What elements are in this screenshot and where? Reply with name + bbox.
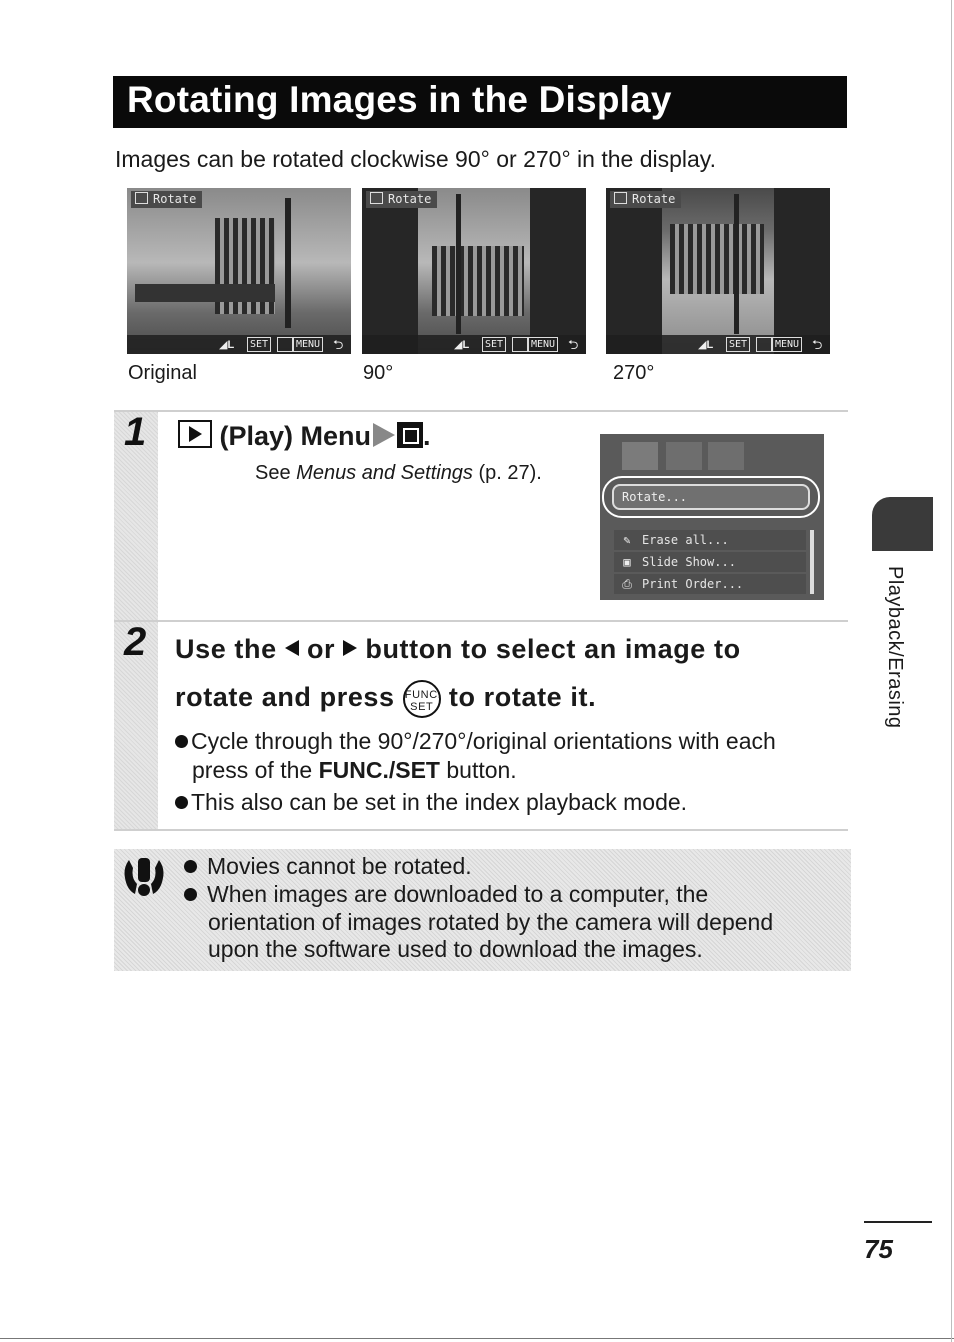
caution-item-2-line-3: upon the software used to download the images. xyxy=(208,936,703,962)
caution-item-1: Movies cannot be rotated. xyxy=(184,853,472,880)
return-icon: ⮌ xyxy=(812,337,823,352)
caution-item-2: When images are downloaded to a computer, the xyxy=(184,881,708,908)
menu-item-erase-all: ✎ Erase all... xyxy=(614,530,806,550)
section-tab-label: Playback/Erasing xyxy=(884,566,906,729)
right-arrow-icon xyxy=(343,640,357,656)
menu-item-rotate: Rotate... xyxy=(612,484,810,510)
caption-90: 90° xyxy=(363,362,394,384)
step-2-bullet-1-continued: press of the FUNC./SET button. xyxy=(192,757,517,783)
rotate-icon xyxy=(135,192,148,204)
return-icon: ⮌ xyxy=(568,337,579,352)
intro-text: Images can be rotated clockwise 90° or 270° in the display. xyxy=(115,146,716,172)
rotate-label: Rotate xyxy=(131,191,202,208)
menu-item-print-order: ⎙ Print Order... xyxy=(614,574,806,594)
play-mode-icon xyxy=(178,420,212,448)
caption-original: Original xyxy=(128,362,197,384)
section-tab-marker xyxy=(872,497,933,551)
step-2-bullet-2: This also can be set in the index playback mode. xyxy=(175,788,687,817)
rotate-menu-icon xyxy=(397,422,423,448)
caution-item-2-line-2: orientation of images rotated by the camera will depend xyxy=(208,909,774,935)
scrollbar xyxy=(810,530,814,594)
page-number: 75 xyxy=(864,1234,893,1264)
step-2-heading-line-2: rotate and press FUNC. SET to rotate it. xyxy=(175,680,596,718)
erase-icon: ✎ xyxy=(623,533,631,547)
print-icon: ⎙ xyxy=(622,577,632,591)
divider xyxy=(114,829,848,831)
step-1-reference: See Menus and Settings (p. 27). xyxy=(255,462,542,484)
rotate-icon xyxy=(614,192,627,204)
print-tab-icon xyxy=(666,442,702,470)
thumbnail-original xyxy=(127,188,351,354)
thumbnail-status-bar: ◢L SET MENU ⮌ xyxy=(362,335,586,354)
camera-menu-screen xyxy=(600,434,824,600)
step-1-number: 1 xyxy=(124,410,147,454)
page-title: Rotating Images in the Display xyxy=(127,79,672,120)
bullet-icon xyxy=(175,735,188,748)
thumbnail-270 xyxy=(606,188,830,354)
step-1-heading: (Play) Menu . xyxy=(178,420,431,452)
divider xyxy=(114,410,848,412)
bottom-edge xyxy=(0,1338,954,1339)
caption-270: 270° xyxy=(613,362,655,384)
bullet-icon xyxy=(184,888,197,901)
thumbnail-90 xyxy=(362,188,586,354)
func-set-button-icon: FUNC. SET xyxy=(403,680,441,718)
step-2-heading-line-1: Use the or button to select an image to xyxy=(175,634,741,664)
section-title-bar xyxy=(113,76,847,128)
bullet-icon xyxy=(184,860,197,873)
step-2-number: 2 xyxy=(124,620,147,664)
menu-selection-highlight xyxy=(602,476,820,518)
step-2-bullet-1: Cycle through the 90°/270°/original orientations with each xyxy=(175,727,776,756)
left-arrow-icon xyxy=(285,640,299,656)
return-icon: ⮌ xyxy=(333,337,344,352)
setup-tab-icon xyxy=(708,442,744,470)
page-number-rule xyxy=(864,1221,932,1223)
rotate-label: Rotate xyxy=(610,191,681,208)
slideshow-icon: ▣ xyxy=(623,555,631,569)
arrow-right-icon xyxy=(373,423,395,447)
thumbnail-status-bar: ◢L SET MENU ⮌ xyxy=(606,335,830,354)
caution-icon xyxy=(123,854,165,898)
right-edge xyxy=(951,0,952,1342)
bullet-icon xyxy=(175,796,188,809)
rotate-label: Rotate xyxy=(366,191,437,208)
menu-item-slide-show: ▣ Slide Show... xyxy=(614,552,806,572)
divider xyxy=(114,620,848,622)
rotate-icon xyxy=(370,192,383,204)
play-tab-icon xyxy=(622,442,658,470)
thumbnail-status-bar: ◢L SET MENU ⮌ xyxy=(127,335,351,354)
